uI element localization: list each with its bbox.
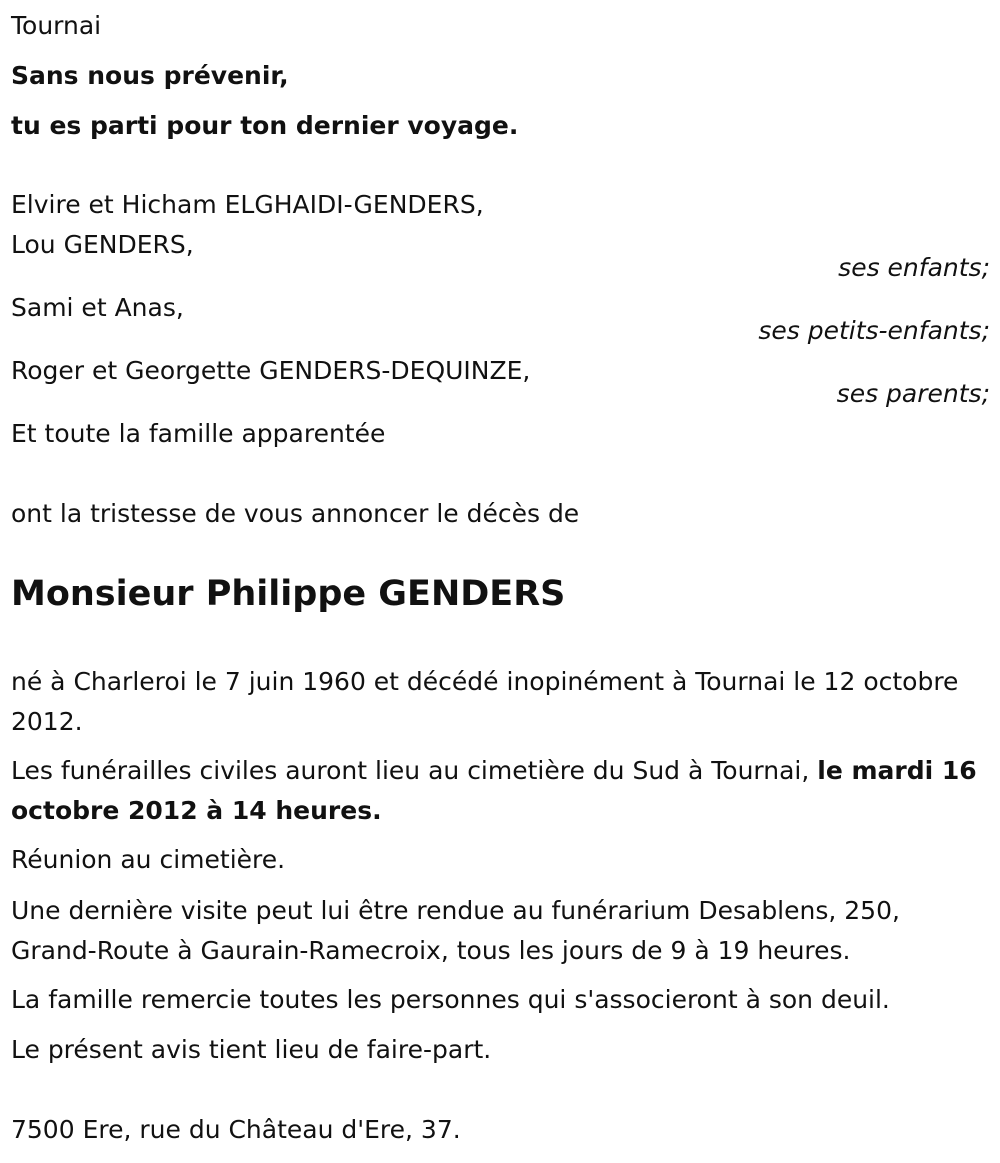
birth-death-paragraph: né à Charleroi le 7 juin 1960 et décédé inopinément à Tournai le 12 octobre 2012. bbox=[11, 667, 959, 736]
funeral-date: le mardi 16 octobre 2012 à 14 heures. bbox=[11, 756, 977, 825]
address-line: 7500 Ere, rue du Château d'Ere, 37. bbox=[11, 1115, 461, 1144]
announcement-intro: ont la tristesse de vous annoncer le décès de bbox=[11, 499, 580, 528]
grandchildren-line: Sami et Anas, bbox=[11, 293, 184, 322]
meeting-line: Réunion au cimetière. bbox=[11, 845, 286, 874]
visit-paragraph: Une dernière visite peut lui être rendue au funérarium Desablens, 250, Grand-Route à Gaurain-Ramecroix, tous les jours de 9 à 19 heures. bbox=[11, 896, 900, 965]
deceased-name: Monsieur Philippe GENDERS bbox=[11, 574, 566, 614]
children-role: ses enfants; bbox=[838, 253, 990, 282]
children-line-1: Elvire et Hicham ELGHAIDI-GENDERS, bbox=[11, 190, 484, 219]
children-line-2: Lou GENDERS, bbox=[11, 230, 194, 259]
thanks-line: La famille remercie toutes les personnes qui s'associeront à son deuil. bbox=[11, 985, 890, 1014]
verse-line-2: tu es parti pour ton dernier voyage. bbox=[11, 111, 519, 140]
notice-line: Le présent avis tient lieu de faire-part. bbox=[11, 1035, 492, 1064]
verse-line-1: Sans nous prévenir, bbox=[11, 61, 289, 90]
parents-role: ses parents; bbox=[836, 379, 990, 408]
funeral-text: Les funérailles civiles auront lieu au cimetière du Sud à Tournai, bbox=[11, 756, 818, 785]
funeral-paragraph bbox=[11, 751, 986, 831]
grandchildren-role: ses petits-enfants; bbox=[758, 316, 990, 345]
parents-line: Roger et Georgette GENDERS-DEQUINZE, bbox=[11, 356, 531, 385]
city-heading: Tournai bbox=[11, 11, 102, 40]
extended-family-line: Et toute la famille apparentée bbox=[11, 419, 386, 448]
